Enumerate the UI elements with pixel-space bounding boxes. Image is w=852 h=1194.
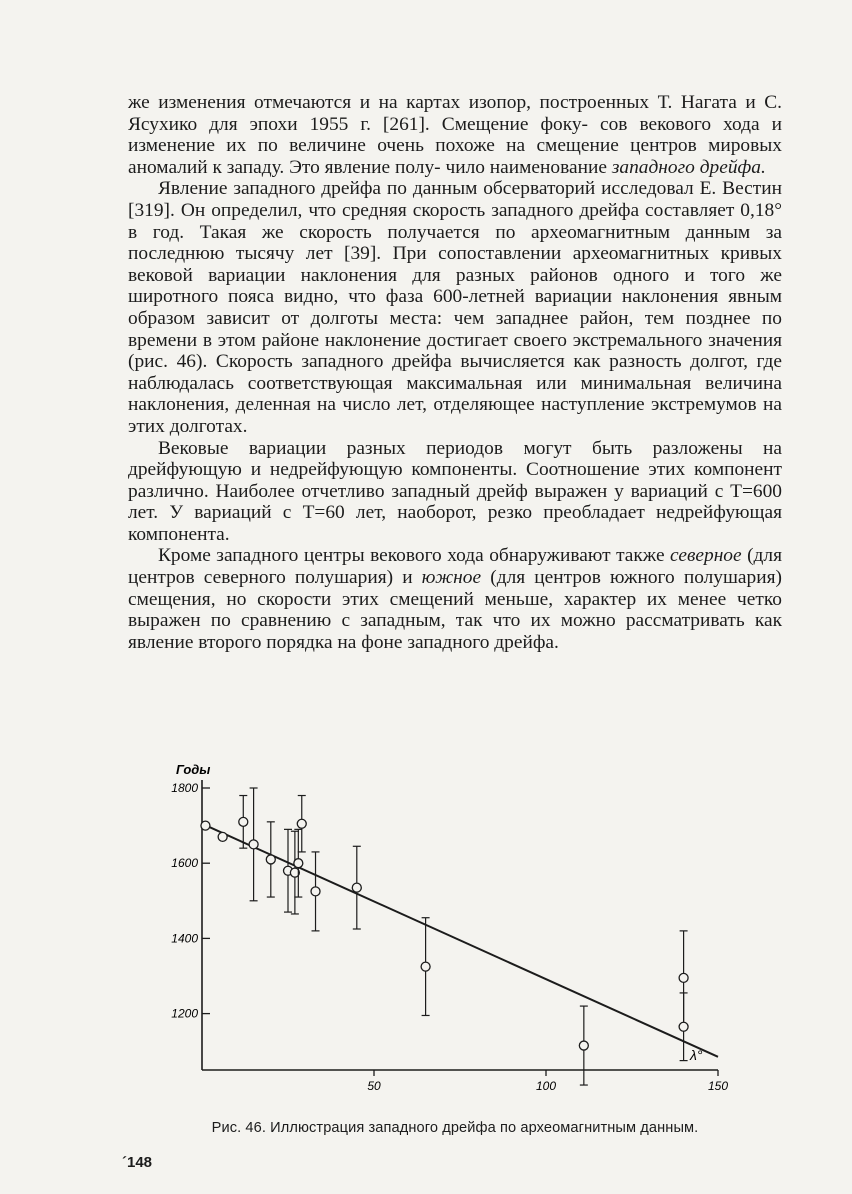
paragraph-1-line-4: смещение центров мировых аномалий к западу. Это явление полу- (128, 135, 782, 178)
paragraph-2: Явление западного дрейфа по данным обсерваторий исследовал Е. Вестин [319]. Он определил, что средняя скорость западного дрейфа составляет 0,18° в год. Такая же скорость получается по археомагнитным данным за последнюю тысячу лет [39]. При сопоставлении археомагнитных кривых вековой вариации наклонения для разных районов одного и того же широтного пояса видно, что фаза 600-летней вариации наклонения явным образом зависит от долготы места: чем западнее район, тем позднее по времени в этом районе наклонение достигает своего экстремального значения (рис. 46). Скорость западного дрейфа вычисляется как разность долгот, где наблюдалась соответствующая максимальная или минимальная величина наклонения, деленная на число лет, отделяющее наступление экстремумов на этих долготах. (128, 178, 782, 437)
data-point (311, 887, 320, 896)
page-number: ´148 (122, 1154, 153, 1171)
data-point (266, 855, 275, 864)
paragraph-1-line-1: же изменения отмечаются и на картах изопор, построенных (128, 92, 658, 113)
x-tick-label: 100 (535, 1079, 557, 1093)
data-point (249, 840, 258, 849)
data-point (679, 973, 688, 982)
data-point (352, 883, 361, 892)
page-number-value: 148 (127, 1154, 153, 1171)
data-point (297, 819, 306, 828)
figure-caption: Рис. 46. Иллюстрация западного дрейфа по археомагнитным данным. (211, 1120, 699, 1136)
data-point (218, 832, 227, 841)
x-tick-label: 150 (707, 1079, 729, 1093)
data-point (421, 962, 430, 971)
paragraph-3: Вековые вариации разных периодов могут быть разложены на дрейфующую и недрейфующую компоненты. Соотношение этих компонент различно. Наиболее отчетливо западный дрейф выражен у вариаций с T=600 лет. У вариаций с T=60 лет, наоборот, резко преобладает недрейфующая компонента. (128, 437, 782, 545)
western-drift-chart (150, 748, 750, 1098)
data-point (239, 817, 248, 826)
y-tick-label: 1600 (171, 856, 198, 871)
figure-46 (150, 748, 750, 1108)
data-point (201, 821, 210, 830)
y-axis-label: Годы (176, 762, 211, 777)
y-tick-label: 1800 (171, 781, 198, 795)
y-tick-label: 1200 (171, 1006, 198, 1021)
x-axis-label: λ° (690, 1047, 703, 1063)
paragraph-1-line-3: сов векового хода и изменение их по величине очень похоже на (128, 113, 783, 157)
trend-line (202, 824, 718, 1057)
term-western-drift: западного дрейфа. (611, 156, 766, 178)
data-point (679, 1022, 688, 1031)
paragraph-4-part-b: (для центров северного полушария) и (128, 545, 782, 589)
data-point (579, 1041, 588, 1050)
data-point (294, 859, 303, 868)
x-tick-label: 50 (367, 1079, 381, 1093)
term-southern: южное (421, 567, 482, 589)
term-northern: северное (670, 545, 742, 567)
paragraph-1 (128, 92, 782, 178)
paragraph-4 (128, 545, 782, 653)
paragraph-1-line-5: чило наименование (445, 156, 612, 178)
y-tick-label: 1400 (171, 931, 198, 946)
body-text (128, 92, 782, 653)
paragraph-4-part-a: Кроме западного центры векового хода обнаруживают также (158, 545, 671, 567)
paragraph-4-part-c: (для центров южного полушария) смещения, но скорости этих смещений меньше, характер их менее четко выражен по сравнению с западным, так что их можно рассматривать как явление второго порядка на фоне западного дрейфа. (128, 567, 782, 653)
paragraph-1-line-2: Т. Нагата и С. Ясухико для эпохи 1955 г. [261]. Смещение фоку- (128, 92, 783, 135)
